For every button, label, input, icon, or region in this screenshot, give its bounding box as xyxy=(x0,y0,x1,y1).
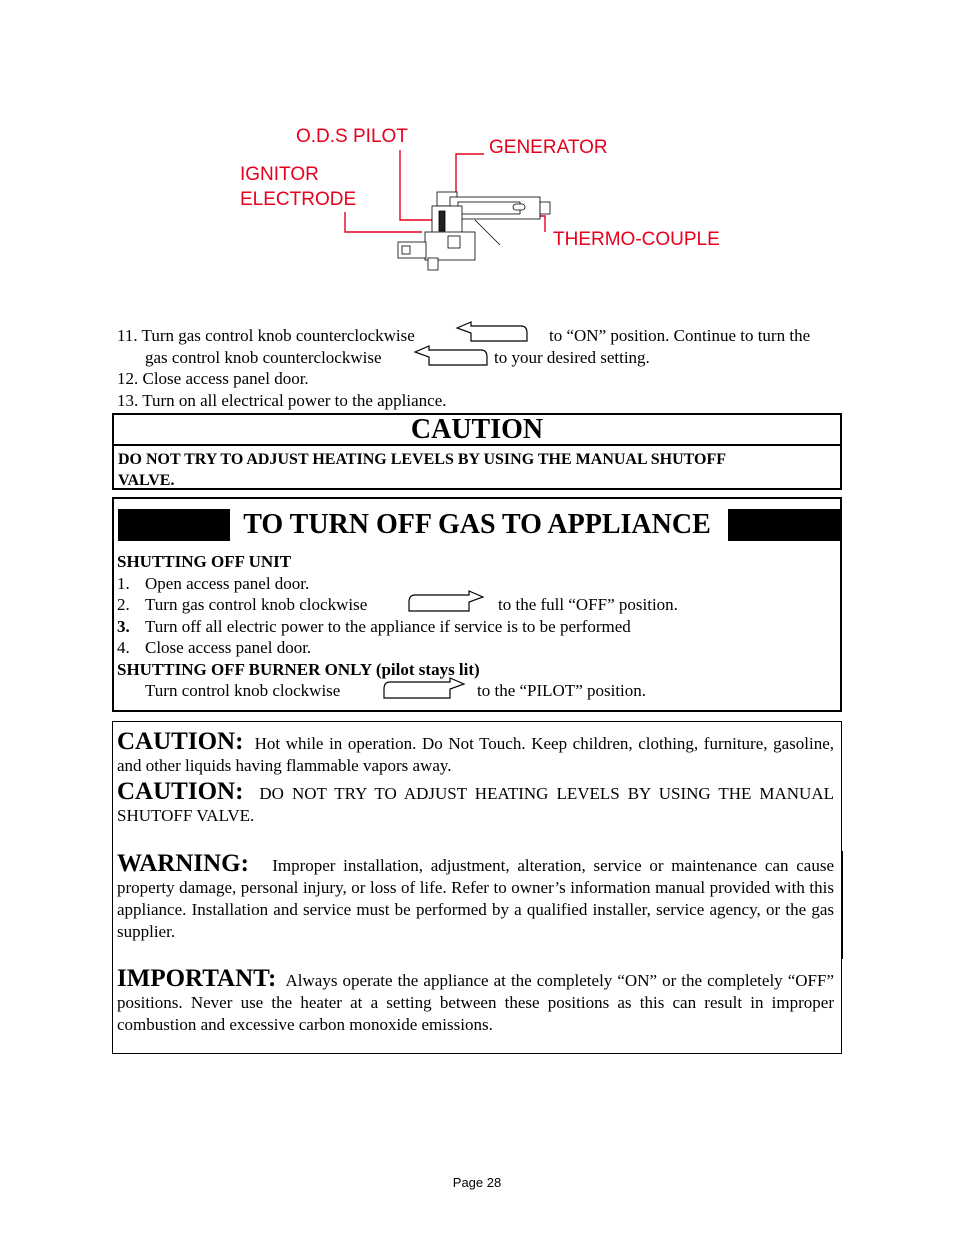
ods-pilot-label: O.D.S PILOT xyxy=(296,126,408,147)
burner-step-a: Turn control knob clockwise xyxy=(145,681,341,700)
important-paragraph xyxy=(117,965,835,1036)
off-step-2-b: to the full “OFF” position. xyxy=(498,595,678,614)
shutting-off-unit-heading: SHUTTING OFF UNIT xyxy=(117,552,292,571)
step-11-text-c: gas control knob counterclockwise xyxy=(145,348,382,367)
step-11-text-d: to your desired setting. xyxy=(494,348,650,367)
ignitor-label-1: IGNITOR xyxy=(240,164,319,185)
warning-paragraph xyxy=(117,850,835,943)
counterclockwise-arrow-icon-2 xyxy=(413,345,489,367)
off-step-3: Turn off all electric power to the appliance if service is to be performed xyxy=(145,617,631,636)
generator-label: GENERATOR xyxy=(489,137,608,158)
off-step-2-a: Turn gas control knob clockwise xyxy=(145,595,368,614)
step-11-text-a: 11. Turn gas control knob counterclockwise xyxy=(117,326,415,345)
caution-line-2: VALVE. xyxy=(118,472,175,489)
counterclockwise-arrow-icon xyxy=(455,321,529,343)
caution-valve-heading: CAUTION: xyxy=(117,778,244,805)
warning-edge xyxy=(841,851,843,959)
caution-line-1: DO NOT TRY TO ADJUST HEATING LEVELS BY USING THE MANUAL SHUTOFF xyxy=(118,451,727,468)
important-heading: IMPORTANT: xyxy=(117,965,277,992)
page-number: Page 28 xyxy=(452,1175,502,1190)
caution-box xyxy=(112,413,842,490)
turn-off-title: TO TURN OFF GAS TO APPLIANCE xyxy=(243,509,711,540)
caution-valve-text: DO NOT TRY TO ADJUST HEATING LEVELS BY USING THE MANUAL SHUTOFF VALVE. xyxy=(117,784,834,825)
caution-valve-paragraph xyxy=(117,778,834,827)
pilot-assembly-drawing xyxy=(330,140,580,275)
thermocouple-label: THERMO-COUPLE xyxy=(553,229,720,250)
pilot-assembly-parts xyxy=(398,192,550,270)
caution-hot-text: Hot while in operation. Do Not Touch. Keep children, clothing, furniture, gasoline, and other liquids having flammable vapors away. xyxy=(117,734,835,775)
step-11-text-b: to “ON” position. Continue to turn the xyxy=(549,326,811,345)
burner-step-b: to the “PILOT” position. xyxy=(477,681,647,700)
off-step-2-num: 2. xyxy=(117,595,130,614)
caution-title: CAUTION xyxy=(410,414,544,445)
clockwise-arrow-icon xyxy=(405,590,485,614)
shutting-off-burner-heading: SHUTTING OFF BURNER ONLY (pilot stays lit) xyxy=(117,660,480,679)
clockwise-arrow-icon-2 xyxy=(380,677,466,701)
off-step-1-num: 1. xyxy=(117,574,130,593)
off-step-4: Close access panel door. xyxy=(145,638,312,657)
warning-heading: WARNING: xyxy=(117,850,249,877)
off-step-3-num: 3. xyxy=(117,617,130,636)
off-step-4-num: 4. xyxy=(117,638,130,657)
step-12-text: 12. Close access panel door. xyxy=(117,369,309,388)
ignitor-label-2: ELECTRODE xyxy=(240,189,357,210)
warning-text: Improper installation, adjustment, alteration, service or maintenance can cause property damage, personal injury, or loss of life. Refer to owner’s information manual provided with this appliance. Installation and service must be performed by a qualified installer, service agency, or the gas supplier. xyxy=(117,856,835,941)
step-13-text: 13. Turn on all electrical power to the appliance. xyxy=(117,391,447,410)
important-text: Always operate the appliance at the completely “ON” or the completely “OFF” positions. Never use the heater at a setting between these positions as this can result in improper combustion and excessive carbon monoxide emissions. xyxy=(117,971,835,1034)
caution-hot-paragraph xyxy=(117,728,835,777)
off-step-1: Open access panel door. xyxy=(145,574,310,593)
caution-hot-heading: CAUTION: xyxy=(117,728,244,755)
